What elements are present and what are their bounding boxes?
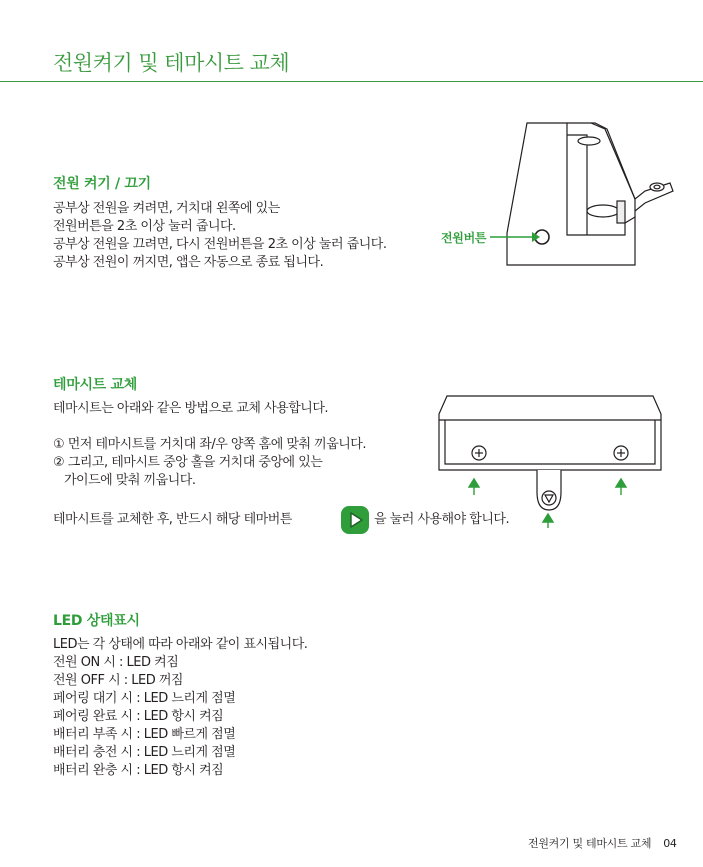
theme-step-2-cont: 가이드에 맞춰 끼웁니다.: [64, 473, 196, 488]
led-status-line: 페어링 완료 시 : LED 항시 켜짐: [53, 709, 224, 724]
theme-intro: 테마시트는 아래와 같은 방법으로 교체 사용합니다.: [53, 401, 329, 416]
theme-note-before: 테마시트를 교체한 후, 반드시 해당 테마버튼: [53, 512, 292, 527]
power-text-line: 공부상 전원이 꺼지면, 앱은 자동으로 종료 됩니다.: [53, 255, 324, 270]
theme-step-2: ② 그리고, 테마시트 중앙 홀을 거치대 중앙에 있는: [53, 455, 323, 470]
power-text-line: 공부상 전원을 켜려면, 거치대 왼쪽에 있는: [53, 201, 280, 216]
play-icon: [340, 505, 370, 535]
cradle-side-illustration: [495, 115, 675, 275]
theme-note-after: 을 눌러 사용해야 합니다.: [374, 512, 510, 527]
theme-step-1: ① 먼저 테마시트를 거치대 좌/우 양쪽 홈에 맞춰 끼웁니다.: [53, 437, 367, 452]
led-status-line: LED는 각 상태에 따라 아래와 같이 표시됩니다.: [53, 637, 308, 652]
power-section-heading: 전원 켜기 / 끄기: [53, 176, 151, 192]
led-status-line: 배터리 충전 시 : LED 느리게 점멸: [53, 745, 236, 760]
theme-section-heading: 테마시트 교체: [53, 377, 137, 393]
title-divider: [0, 81, 703, 82]
page-title: 전원켜기 및 테마시트 교체: [53, 51, 290, 75]
page-number: 04: [663, 837, 677, 850]
led-status-line: 배터리 완충 시 : LED 항시 켜짐: [53, 763, 224, 778]
led-section-heading: LED 상태표시: [53, 613, 140, 629]
power-text-line: 공부상 전원을 끄려면, 다시 전원버튼을 2초 이상 눌러 줍니다.: [53, 237, 387, 252]
footer-label: 전원켜기 및 테마시트 교체: [528, 837, 652, 850]
power-button-pointer-arrow: [490, 230, 540, 244]
led-status-line: 배터리 부족 시 : LED 빠르게 점멸: [53, 727, 236, 742]
cradle-front-illustration: [435, 388, 665, 533]
power-button-callout: 전원버튼: [441, 231, 487, 245]
led-status-line: 페어링 대기 시 : LED 느리게 점멸: [53, 691, 236, 706]
page-footer: [528, 835, 677, 851]
led-status-line: 전원 OFF 시 : LED 꺼짐: [53, 673, 183, 688]
led-status-line: 전원 ON 시 : LED 켜짐: [53, 655, 179, 670]
power-text-line: 전원버튼을 2초 이상 눌러 줍니다.: [53, 219, 236, 234]
